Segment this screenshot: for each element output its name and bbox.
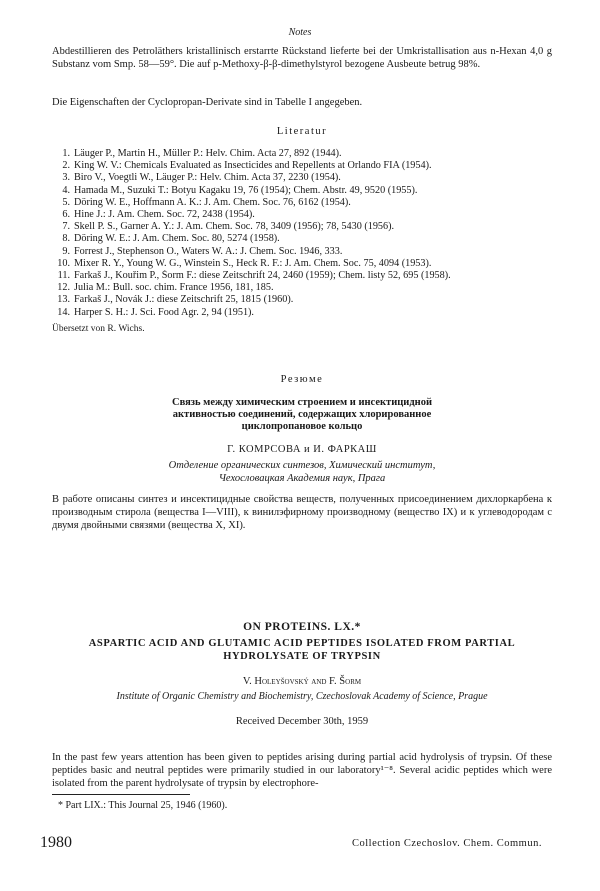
article-series: ON PROTEINS. LX.*: [243, 621, 361, 633]
reference-item: [52, 258, 552, 270]
resume-title-line: активностью соединений, содержащих хлорированное: [172, 409, 432, 420]
resume-affiliation: [52, 460, 552, 485]
reference-text: King W. V.: Chemicals Evaluated as Insecticides and Repellents at Orlando FIA (1954).: [74, 160, 432, 172]
resume-heading: Резюме: [280, 374, 324, 385]
translator-note: Übersetzt von R. Wichs.: [52, 324, 145, 334]
resume-title: [52, 397, 552, 433]
reference-number: 7.: [62, 221, 70, 233]
resume-affiliation-line: Чехословацкая Академия наук, Прага: [218, 472, 386, 484]
journal-name: Collection Czechoslov. Chem. Commun.: [352, 838, 542, 849]
reference-number: 14.: [57, 306, 70, 318]
reference-number: 6.: [62, 209, 70, 221]
reference-item: [52, 307, 552, 319]
reference-text: Döring W. E.: J. Am. Chem. Soc. 80, 5274 (1958).: [74, 233, 280, 245]
reference-item: [52, 282, 552, 294]
reference-text: Skell P. S., Garner A. Y.: J. Am. Chem. Soc. 78, 3409 (1956); 78, 5430 (1956).: [74, 221, 395, 233]
reference-list: [52, 148, 552, 319]
reference-number: 8.: [62, 233, 70, 245]
reference-text: Biro V., Voegtli W., Läuger P.: Helv. Chim. Acta 37, 2230 (1954).: [74, 172, 341, 184]
article-footnote: * Part LIX.: This Journal 25, 1946 (1960).: [58, 800, 228, 811]
reference-text: Läuger P., Martin H., Müller P.: Helv. Chim. Acta 27, 892 (1944).: [74, 148, 342, 159]
intro-paragraph: Abdestillieren des Petroläthers kristallinisch erstarrte Rückstand lieferte bei der Umkristallisation aus n-Hexan 4,0 g Substanz vom Smp. 58—59°. Die auf p-Methoxy-β-β-dimethylstyrol bezogene Ausbeute betrug 98%.: [52, 46, 552, 70]
reference-number: 1.: [62, 148, 70, 159]
reference-item: [52, 209, 552, 221]
reference-number: 10.: [57, 257, 70, 269]
reference-item: [52, 160, 552, 172]
resume-body: В работе описаны синтез и инсектицидные свойства веществ, полученных присоединением дихлоркарбена к производным стирола (вещества I—VIII), к винилэфирному производному (вещество IX) и к углеводородам с двумя двойными связями (вещества X, XI).: [52, 494, 552, 531]
reference-number: 5.: [62, 196, 70, 208]
resume-affiliation-line: Отделение органических синтезов, Химический институт,: [168, 460, 436, 471]
article-authors: V. Holeyšovský and F. Šorm: [242, 676, 362, 687]
article-body: In the past few years attention has been given to peptides arising during partial acid hydrolysis of trypsin. Of these peptides basic and neutral peptides were primarily studied in our laboratory¹⁻⁸. Several acidic peptides which were isolated from the parent hydrolysate of trypsin by electrophore-: [52, 752, 552, 789]
reference-item: [52, 270, 552, 282]
reference-text: Hine J.: J. Am. Chem. Soc. 72, 2438 (1954).: [74, 209, 255, 221]
running-head: Notes: [288, 27, 312, 38]
reference-item: [52, 221, 552, 233]
page-number: 1980: [40, 834, 72, 851]
reference-item: [52, 148, 552, 160]
reference-number: 4.: [62, 184, 70, 196]
article-title-line: ASPARTIC ACID AND GLUTAMIC ACID PEPTIDES ISOLATED FROM PARTIAL: [88, 638, 516, 649]
article-affiliation: Institute of Organic Chemistry and Biochemistry, Czechoslovak Academy of Science, Prague: [116, 691, 488, 702]
reference-number: 13.: [57, 294, 70, 306]
article-title: [52, 637, 552, 663]
reference-item: [52, 197, 552, 209]
article-title-line: HYDROLYSATE OF TRYPSIN: [223, 651, 381, 662]
resume-authors: Г. КОМРСОВА и И. ФАРКАШ: [227, 444, 377, 455]
reference-text: Döring W. E., Hoffmann A. K.: J. Am. Chem. Soc. 76, 6162 (1954).: [74, 196, 351, 208]
reference-item: [52, 233, 552, 245]
article-received: Received December 30th, 1959: [235, 716, 369, 727]
reference-number: 12.: [57, 282, 70, 294]
reference-number: 9.: [62, 245, 70, 257]
reference-item: [52, 172, 552, 184]
reference-item: [52, 294, 552, 306]
reference-number: 2.: [62, 160, 70, 172]
literature-heading: Literatur: [276, 126, 328, 137]
reference-text: Farkaš J., Kouřim P., Šorm F.: diese Zeitschrift 24, 2460 (1959); Chem. listy 52, 695 (1958).: [74, 270, 451, 282]
reference-text: Harper S. H.: J. Sci. Food Agr. 2, 94 (1951).: [74, 306, 254, 318]
resume-title-line: Связь между химическим строением и инсектицидной: [171, 397, 433, 408]
reference-text: Mixer R. Y., Young W. G., Winstein S., Heck R. F.: J. Am. Chem. Soc. 75, 4094 (1953).: [74, 257, 432, 269]
reference-text: Forrest J., Stephenson O., Waters W. A.: J. Chem. Soc. 1946, 333.: [74, 245, 343, 257]
reference-number: 3.: [62, 172, 70, 184]
reference-text: Farkaš J., Novák J.: diese Zeitschrift 25, 1815 (1960).: [74, 294, 294, 306]
footnote-rule: [52, 794, 190, 795]
reference-item: [52, 246, 552, 258]
resume-title-line: циклопропановое кольцо: [241, 421, 363, 432]
intro-note: Die Eigenschaften der Cyclopropan-Derivate sind in Tabelle I angegeben.: [52, 97, 363, 108]
reference-item: [52, 185, 552, 197]
reference-text: Julia M.: Bull. soc. chim. France 1956, 181, 185.: [74, 282, 274, 294]
reference-number: 11.: [57, 270, 70, 282]
reference-text: Hamada M., Suzuki T.: Botyu Kagaku 19, 76 (1954); Chem. Abstr. 49, 9520 (1955).: [74, 184, 418, 196]
